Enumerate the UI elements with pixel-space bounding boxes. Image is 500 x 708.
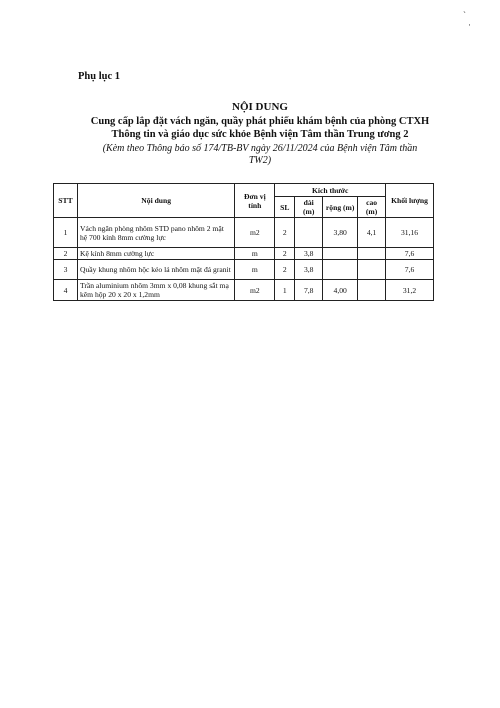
table-row — [54, 218, 434, 248]
note-line-2: TW2) — [248, 155, 272, 166]
content-table — [53, 183, 434, 301]
cell-stt: 2 — [54, 248, 78, 260]
table-row — [54, 260, 434, 280]
header-content: Nội dung — [77, 184, 234, 218]
cell-volume: 31,2 — [386, 280, 434, 301]
cell-stt: 3 — [54, 260, 78, 280]
appendix-label: Phụ lục 1 — [78, 71, 121, 82]
cell-content: Quầy khung nhôm hộc kéo lá nhôm mặt đá granit — [77, 260, 234, 280]
cell-unit: m2 — [235, 218, 275, 248]
cell-length: 7,8 — [295, 280, 323, 301]
cell-sl: 1 — [275, 280, 295, 301]
cell-length: 3,8 — [295, 260, 323, 280]
corner-mark: ` — [463, 10, 466, 20]
subtitle-line-1: Cung cấp lắp đặt vách ngăn, quầy phát phiếu khám bệnh của phòng CTXH — [90, 116, 430, 127]
document-note — [40, 143, 480, 167]
table-row — [54, 280, 434, 301]
cell-height — [358, 260, 386, 280]
document-title: NỘI DUNG — [232, 101, 288, 113]
cell-width — [323, 248, 358, 260]
corner-dot: · — [468, 20, 471, 30]
cell-volume: 31,16 — [386, 218, 434, 248]
cell-content: Vách ngăn phòng nhôm STD pano nhôm 2 mặt hệ 700 kính 8mm cường lực — [77, 218, 234, 248]
cell-width: 4,00 — [323, 280, 358, 301]
cell-width: 3,80 — [323, 218, 358, 248]
header-volume: Khối lượng — [386, 184, 434, 218]
cell-unit: m — [235, 248, 275, 260]
cell-stt: 4 — [54, 280, 78, 301]
cell-height: 4,1 — [358, 218, 386, 248]
cell-content: Trần aluminium nhôm 3mm x 0,08 khung sắt mạ kẽm hộp 20 x 20 x 1,2mm — [77, 280, 234, 301]
note-line-1: (Kèm theo Thông báo số 174/TB-BV ngày 26/11/2024 của Bệnh viện Tâm thần — [102, 143, 418, 154]
header-stt: STT — [54, 184, 78, 218]
header-dimensions: Kích thước — [275, 184, 386, 197]
cell-sl: 2 — [275, 248, 295, 260]
cell-sl: 2 — [275, 218, 295, 248]
header-width: rộng (m) — [323, 197, 358, 218]
cell-volume: 7,6 — [386, 260, 434, 280]
cell-unit: m2 — [235, 280, 275, 301]
cell-width — [323, 260, 358, 280]
header-height: cao (m) — [358, 197, 386, 218]
cell-height — [358, 248, 386, 260]
subtitle-line-2: Thông tin và giáo dục sức khỏe Bệnh viện Tâm thần Trung ương 2 — [111, 129, 409, 140]
cell-length — [295, 218, 323, 248]
table-row — [54, 248, 434, 260]
cell-sl: 2 — [275, 260, 295, 280]
header-sl: SL — [275, 197, 295, 218]
cell-stt: 1 — [54, 218, 78, 248]
document-subtitle — [40, 115, 480, 141]
cell-content: Kệ kính 8mm cường lực — [77, 248, 234, 260]
cell-height — [358, 280, 386, 301]
header-length: dài (m) — [295, 197, 323, 218]
cell-unit: m — [235, 260, 275, 280]
cell-length: 3,8 — [295, 248, 323, 260]
cell-volume: 7,6 — [386, 248, 434, 260]
header-unit: Đơn vị tính — [235, 184, 275, 218]
